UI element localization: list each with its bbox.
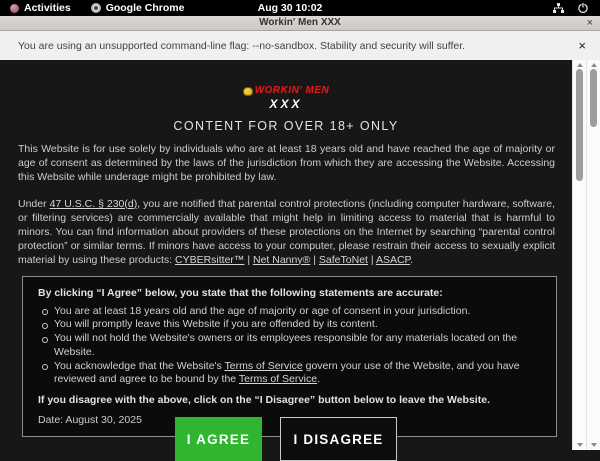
inner-scrollbar-thumb[interactable] <box>576 69 583 181</box>
window-title: Workin' Men XXX <box>259 17 341 28</box>
terms-of-service-link[interactable]: Terms of Service <box>238 373 318 386</box>
disagree-button[interactable]: I DISAGREE <box>280 417 397 461</box>
statute-link[interactable]: 47 U.S.C. § 230(d) <box>49 197 138 210</box>
agreement-box <box>22 276 557 438</box>
agree-button[interactable]: I AGREE <box>175 417 262 461</box>
consent-buttons <box>0 417 572 461</box>
chrome-app-icon <box>91 3 101 13</box>
window-close-button[interactable]: × <box>586 17 593 29</box>
scroll-down-arrow-icon[interactable] <box>577 443 583 447</box>
clock-menu[interactable]: Aug 30 10:02 <box>257 2 323 14</box>
page-title: CONTENT FOR OVER 18+ ONLY <box>173 118 399 133</box>
window-titlebar[interactable] <box>0 16 600 31</box>
logo-xxx: XXX <box>269 96 303 111</box>
parental-controls-paragraph <box>18 197 555 267</box>
date-line: Date: August 30, 2025 <box>38 414 142 427</box>
site-logo <box>0 85 572 110</box>
netnanny-link[interactable]: Net Nanny® <box>253 253 311 266</box>
tos-text: govern your use of the Website, and you have reviewed and agree to be bound by the <box>54 359 520 386</box>
link-separator: | <box>367 253 376 266</box>
logo-wordmark: WORKIN' MEN <box>254 85 330 96</box>
scroll-down-arrow-icon[interactable] <box>591 443 597 447</box>
agreement-intro: By clicking “I Agree” below, you state that the following statements are accurate: <box>38 286 443 299</box>
list-item: You will not hold the Website's owners or its employees responsible for any materials located on the Website. <box>38 332 541 360</box>
scrollbar-strip <box>572 60 600 450</box>
list-item-terms <box>38 360 541 388</box>
outer-scrollbar[interactable] <box>586 60 600 450</box>
infobar-message: You are using an unsupported command-line flag: --no-sandbox. Stability and security will suffer. <box>18 39 466 52</box>
logo-hardhat-icon <box>243 87 253 96</box>
network-icon <box>552 3 565 13</box>
page-content <box>0 60 572 450</box>
safetonet-link[interactable]: SafeToNet <box>318 253 368 266</box>
chrome-infobar <box>0 31 600 60</box>
legal-text: , you are notified that parental control protections (including computer hardware, software, or filtering services) are commercially available that might help in limiting access to material that is harmful to minors. You can find information about providers of these protections on the Internet by searching “parental control protection” or similar terms. If minors have access to your computer, please restrain their access to sexually explicit material by using these products: <box>18 197 556 266</box>
link-separator: | <box>310 253 319 266</box>
power-icon <box>578 3 588 13</box>
terms-of-service-link[interactable]: Terms of Service <box>224 359 303 372</box>
infobar-close-icon[interactable]: × <box>578 38 586 53</box>
activities-indicator-icon <box>10 4 19 13</box>
activities-label: Activities <box>24 2 71 14</box>
cybersitter-link[interactable]: CYBERsitter™ <box>175 253 245 266</box>
focused-app-menu[interactable] <box>81 0 195 16</box>
gnome-top-bar <box>0 0 600 16</box>
scroll-up-arrow-icon[interactable] <box>577 63 583 67</box>
scroll-up-arrow-icon[interactable] <box>591 63 597 67</box>
list-item: You are at least 18 years old and the age of majority or age of consent in your jurisdiction. <box>38 305 541 319</box>
legal-text: . <box>410 253 414 266</box>
tos-text: You acknowledge that the Website's <box>54 359 225 372</box>
asacp-link[interactable]: ASACP <box>375 253 411 266</box>
outer-scrollbar-thumb[interactable] <box>590 69 597 127</box>
disagree-note: If you disagree with the above, click on the “I Disagree” button below to leave the Website. <box>38 394 490 407</box>
tos-text: . <box>317 373 320 386</box>
system-status-area[interactable] <box>552 3 600 13</box>
legal-text: Under <box>18 197 50 210</box>
age-statement-paragraph: This Website is for use solely by individuals who are at least 18 years old and have reached the age of majority or age of consent as determined by the laws of the jurisdiction from which they are accessing the Website. Accessing this Website while underage might be prohibited by law. <box>18 142 555 183</box>
link-separator: | <box>244 253 253 266</box>
inner-scrollbar[interactable] <box>572 60 586 450</box>
list-item: You will promptly leave this Website if you are offended by its content. <box>38 318 541 332</box>
agreement-list <box>38 305 541 388</box>
focused-app-label: Google Chrome <box>105 2 185 14</box>
activities-button[interactable] <box>0 0 81 16</box>
